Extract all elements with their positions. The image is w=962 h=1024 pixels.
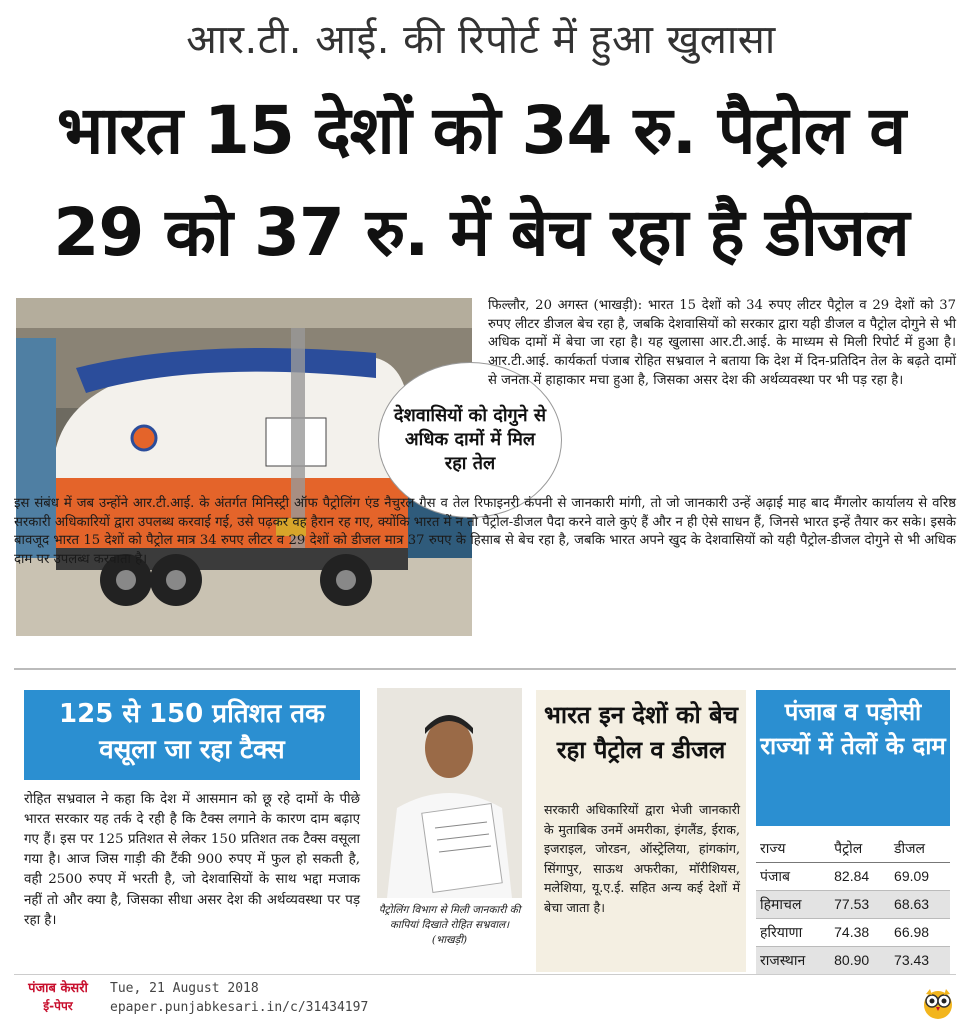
header-petrol: पैट्रोल [830,836,890,862]
diesel-cell: 66.98 [890,918,950,946]
section-divider [14,668,956,670]
owl-icon [922,986,954,1020]
diesel-cell: 68.63 [890,890,950,918]
state-cell: राजस्थान [756,946,830,974]
state-cell: पंजाब [756,862,830,890]
table-row [756,862,950,890]
countries-box [536,690,746,972]
headline-line-1: भारत 15 देशों को 34 रु. पैट्रोल व [56,92,906,169]
prices-box-title: पंजाब व पड़ोसी राज्यों में तेलों के दाम [756,690,950,826]
brand-name: पंजाब केसरी [28,981,88,996]
brand-logo[interactable] [18,980,98,1014]
footer-divider [14,974,956,975]
state-cell: हरियाणा [756,918,830,946]
tax-box-title [24,690,360,780]
petrol-cell: 77.53 [830,890,890,918]
countries-box-title: भारत इन देशों को बेच रहा पैट्रोल व डीजल [544,701,738,764]
petrol-cell: 74.38 [830,918,890,946]
photo-caption: पैट्रोलिंग विभाग से मिली जानकारी की कापियां दिखाते रोहित सभ्रवाल।(भाखड़ी) [378,904,521,947]
epaper-url[interactable]: epaper.punjabkesari.in/c/31434197 [110,999,369,1015]
tax-box-body: रोहित सभ्रवाल ने कहा कि देश में आसमान को छू रहे दामों के पीछे भारत सरकार यह तर्क दे रही है कि टैक्स लगाने के कारण दाम बढ़ाए गए हैं। इस पर 125 प्रतिशत से लेकर 150 प्रतिशत तक टैक्स वसूला गया है। आज जिस गाड़ी की टैंकी 900 रुपए में फुल हो सकती है, वही 2500 रुपए में भरती है, जो देशवासियों के साथ भद्दा मजाक नहीं तो और क्या है, जिसका सीधा असर देश की अर्थव्यवस्था पर पड़ रहा है। [24,792,360,928]
state-cell: हिमाचल [756,890,830,918]
pull-quote: देशवासियों को दोगुने से अधिक दामों में मिल रहा तेल [378,362,562,518]
headline-line-2: 29 को 37 रु. में बेच रहा है डीजल [53,194,909,271]
second-paragraph [14,495,956,570]
second-paragraph-text: इस संबंध में जब उन्होंने आर.टी.आई. के अंतर्गत मिनिस्ट्री ऑफ पैट्रोलिंग एंड नैचुरल गैस व तेल रिफाइनरी कंपनी से जानकारी मांगी, तो जो जानकारी उन्हें अढ़ाई माह बाद मैंगलोर कार्यालय से वरिष्ठ सरकारी अधिकारियों द्वारा उपलब्ध करवाई गई, उसे पढ़कर वह हैरान रह गए, क्योंकि भारत में न तो पैट्रोल-डीजल पैदा करने वाले कुएं हैं और न ही ऐसे साधन हैं, जिनसे भारत इन्हें तैयार कर सके। इसके बावजूद भारत 15 देशों को पैट्रोल मात्र 34 रुपए लीटर व 29 देशों को डीजल मात्र 37 रुपए के हिसाब से बेच रहा है, जबकि भारत अपने खुद के देशवासियों को यही पैट्रोल-डीजल दोगुने से भी अधिक दाम पर उपलब्ध करवाता है। [14,496,956,568]
footer-meta [110,980,368,1018]
petrol-cell: 80.90 [830,946,890,974]
person-photo [377,688,522,898]
lead-paragraph: फिल्लौर, 20 अगस्त (भाखड़ी): भारत 15 देशों को 34 रुपए लीटर पैट्रोल व 29 देशों को 37 रुपए लीटर डीजल बेच रहा है, जबकि देशवासियों को सरकार द्वारा यही डीजल व पैट्रोल दोगुने से भी अधिक दामों में बेचा जा रहा है। यह खुलासा आर.टी.आई. के माध्यम से मिली रिपोर्ट में हुआ है। आर.टी.आई. कार्यकर्ता पंजाब रोहित सभ्रवाल ने बताया कि देश में दिन-प्रतिदिन तेल के बढ़ते दामों से जनता में हाहाकार मचा हुआ है, जिसका असर देश की अर्थव्यवस्था पर भी पड़ रहा है। [488,298,956,388]
tax-box-title-line-1: 125 से 150 प्रतिशत तक [59,699,325,729]
kicker: आर.टी. आई. की रिपोर्ट में हुआ खुलासा [186,17,776,63]
countries-box-body: सरकारी अधिकारियों द्वारा भेजी जानकारी के मुताबिक उनमें अमरीका, इंगलैंड, ईराक, इजराइल, जोरडन, ऑस्ट्रेलिया, हांगकांग, सिंगापुर, साऊथ अफरीका, मॉरीशियस, मलेशिया, यू.ए.ई. सहित अन्य कई देशों में बेचा जाता है। [544,802,740,915]
tax-box-title-line-2: वसूला जा रहा टैक्स [99,735,285,766]
prices-table [756,836,950,975]
header-diesel: डीजल [890,836,950,862]
edition-date: Tue, 21 August 2018 [110,981,259,996]
brand-sub: ई-पेपर [43,998,73,1013]
table-row [756,890,950,918]
table-row [756,918,950,946]
prices-table-header [756,836,950,862]
header-state: राज्य [756,836,830,862]
diesel-cell: 69.09 [890,862,950,890]
table-row [756,946,950,974]
diesel-cell: 73.43 [890,946,950,974]
petrol-cell: 82.84 [830,862,890,890]
